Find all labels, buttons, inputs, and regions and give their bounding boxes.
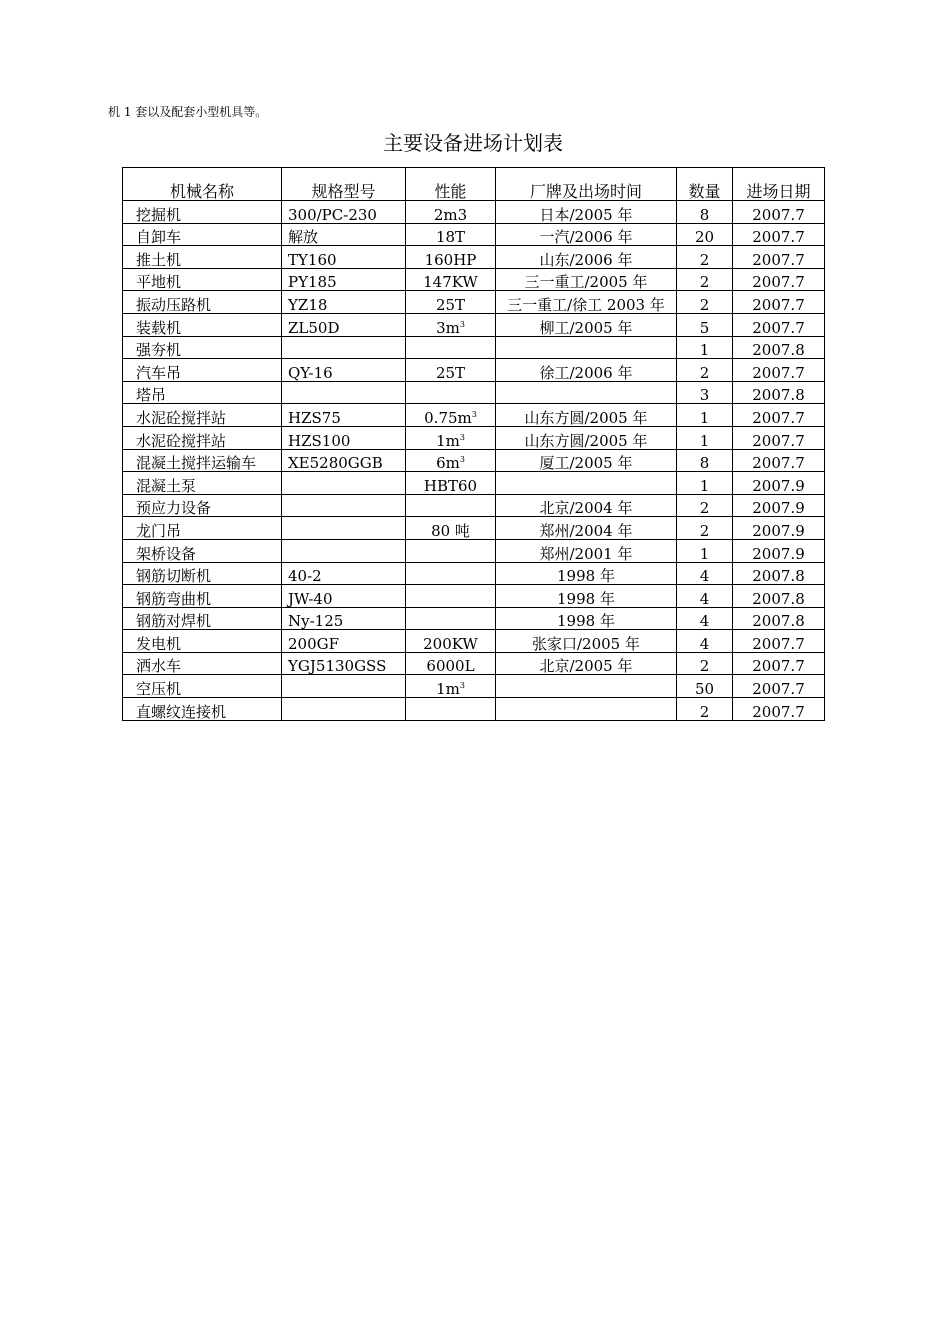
- table-row: [123, 291, 825, 314]
- quantity-cell: [677, 539, 733, 562]
- entry-date-cell-text: 2007.7: [752, 702, 805, 721]
- equipment-name-cell: [123, 426, 282, 449]
- model-cell: [282, 698, 406, 721]
- quantity-cell: [677, 426, 733, 449]
- table-row: [123, 539, 825, 562]
- entry-date-cell-text: 2007.7: [752, 273, 805, 291]
- maker-year-cell-text: 张家口/2005 年: [532, 634, 640, 653]
- quantity-cell: [677, 336, 733, 359]
- maker-year-cell: [496, 539, 677, 562]
- entry-date-cell-text: 2007.7: [752, 454, 805, 472]
- model-cell: [282, 630, 406, 653]
- performance-cell-text: HBT60: [423, 476, 478, 495]
- entry-date-cell-text: 2007.7: [752, 205, 805, 224]
- equipment-name-cell: [123, 494, 282, 517]
- table-row: [123, 449, 825, 472]
- entry-date-cell: [733, 675, 825, 698]
- equipment-name-cell-text: 挖掘机: [136, 205, 182, 224]
- model-cell-text: HZS100: [288, 431, 351, 450]
- column-header: 数量: [677, 168, 733, 201]
- equipment-name-cell: [123, 585, 282, 608]
- entry-date-cell-text: 2007.7: [752, 634, 805, 653]
- maker-year-cell-text: 厦工/2005 年: [539, 454, 633, 472]
- performance-cell: [406, 652, 496, 675]
- equipment-name-cell-text: 架桥设备: [136, 544, 197, 562]
- entry-date-cell-text: 2007.7: [752, 250, 805, 269]
- entry-date-cell: [733, 313, 825, 336]
- quantity-cell: [677, 359, 733, 382]
- maker-year-cell-text: 郑州/2004 年: [539, 521, 633, 540]
- quantity-cell: [677, 517, 733, 540]
- performance-cell-text: 25T: [435, 295, 466, 314]
- entry-date-cell: [733, 223, 825, 246]
- quantity-cell: [677, 472, 733, 495]
- model-cell-text: JW-40: [288, 589, 333, 608]
- quantity-cell-text: 5: [699, 318, 710, 337]
- table-body: [123, 201, 825, 721]
- equipment-name-cell: [123, 201, 282, 224]
- maker-year-cell-text: 1998 年: [557, 612, 615, 630]
- equipment-name-cell: [123, 652, 282, 675]
- performance-cell: [406, 585, 496, 608]
- equipment-name-cell-text: 平地机: [136, 273, 182, 291]
- model-cell: [282, 607, 406, 630]
- unit-superscript: 3: [459, 432, 465, 442]
- quantity-cell-text: 2: [699, 657, 710, 675]
- model-cell-text: TY160: [288, 250, 337, 269]
- unit-superscript: 3: [471, 409, 477, 419]
- quantity-cell: [677, 585, 733, 608]
- model-cell: [282, 404, 406, 427]
- maker-year-cell-text: 三一重工/2005 年: [524, 273, 648, 291]
- table-row: [123, 313, 825, 336]
- performance-cell: [406, 607, 496, 630]
- table-row: [123, 223, 825, 246]
- model-cell: [282, 359, 406, 382]
- maker-year-cell-text: 一汽/2006 年: [539, 228, 633, 246]
- equipment-name-cell: [123, 472, 282, 495]
- maker-year-cell-text: 三一重工/徐工 2003 年: [507, 295, 665, 314]
- equipment-name-cell-text: 直螺纹连接机: [136, 702, 227, 721]
- equipment-name-cell-text: 发电机: [136, 634, 182, 653]
- performance-cell-text: 6000L: [426, 657, 475, 675]
- maker-year-cell: [496, 223, 677, 246]
- equipment-name-cell-text: 推土机: [136, 250, 182, 269]
- column-header: 厂牌及出场时间: [496, 168, 677, 201]
- performance-cell-text: 2m3: [433, 205, 468, 224]
- quantity-cell-text: 2: [699, 295, 710, 314]
- quantity-cell-text: 1: [699, 476, 710, 495]
- entry-date-cell: [733, 426, 825, 449]
- equipment-name-cell-text: 塔吊: [136, 386, 167, 404]
- performance-cell: [406, 359, 496, 382]
- entry-date-cell: [733, 472, 825, 495]
- entry-date-cell-text: 2007.7: [752, 363, 805, 382]
- entry-date-cell: [733, 381, 825, 404]
- equipment-name-cell: [123, 336, 282, 359]
- table-row: [123, 404, 825, 427]
- quantity-cell-text: 2: [699, 250, 710, 269]
- performance-cell-text: 18T: [435, 228, 466, 246]
- intro-text: 机 1 套以及配套小型机具等。: [108, 105, 268, 119]
- performance-cell: [406, 539, 496, 562]
- model-cell-text: HZS75: [288, 408, 341, 427]
- maker-year-cell-text: 徐工/2006 年: [539, 363, 633, 382]
- quantity-cell: [677, 698, 733, 721]
- performance-cell: [406, 675, 496, 698]
- quantity-cell: [677, 246, 733, 269]
- quantity-cell-text: 1: [699, 431, 710, 450]
- performance-cell: [406, 517, 496, 540]
- maker-year-cell: [496, 675, 677, 698]
- performance-cell: [406, 313, 496, 336]
- table-row: [123, 562, 825, 585]
- entry-date-cell: [733, 562, 825, 585]
- equipment-name-cell: [123, 698, 282, 721]
- table-row: [123, 426, 825, 449]
- entry-date-cell-text: 2007.7: [752, 318, 805, 337]
- performance-cell: [406, 449, 496, 472]
- entry-date-cell: [733, 449, 825, 472]
- performance-cell: [406, 381, 496, 404]
- equipment-name-cell: [123, 246, 282, 269]
- entry-date-cell: [733, 652, 825, 675]
- maker-year-cell: [496, 607, 677, 630]
- maker-year-cell-text: 山东方圆/2005 年: [524, 431, 648, 450]
- entry-date-cell: [733, 585, 825, 608]
- performance-cell: [406, 562, 496, 585]
- equipment-name-cell: [123, 404, 282, 427]
- equipment-name-cell: [123, 381, 282, 404]
- equipment-name-cell: [123, 268, 282, 291]
- maker-year-cell: [496, 268, 677, 291]
- maker-year-cell: [496, 449, 677, 472]
- quantity-cell-text: 1: [699, 544, 710, 562]
- quantity-cell: [677, 404, 733, 427]
- equipment-name-cell: [123, 630, 282, 653]
- quantity-cell-text: 1: [699, 341, 710, 359]
- equipment-name-cell: [123, 539, 282, 562]
- performance-cell-text: 80 吨: [431, 521, 470, 540]
- model-cell: [282, 246, 406, 269]
- page-title: 主要设备进场计划表: [383, 131, 563, 155]
- model-cell: [282, 652, 406, 675]
- equipment-name-cell-text: 装载机: [136, 318, 182, 337]
- unit-superscript: 3: [459, 455, 465, 465]
- table-row: [123, 246, 825, 269]
- equipment-name-cell-text: 自卸车: [136, 228, 182, 246]
- quantity-cell-text: 4: [699, 634, 710, 653]
- column-header: 规格型号: [282, 168, 406, 201]
- table-row: [123, 336, 825, 359]
- model-cell: [282, 675, 406, 698]
- model-cell-text: 200GF: [288, 634, 340, 653]
- quantity-cell-text: 8: [699, 454, 710, 472]
- maker-year-cell-text: 北京/2004 年: [539, 499, 633, 517]
- model-cell-text: ZL50D: [288, 318, 340, 337]
- equipment-name-cell-text: 预应力设备: [136, 499, 212, 517]
- performance-cell-text: 200KW: [423, 634, 478, 653]
- entry-date-cell-text: 2007.9: [752, 499, 805, 517]
- model-cell-text: 300/PC-230: [288, 205, 377, 224]
- equipment-name-cell: [123, 223, 282, 246]
- equipment-name-cell-text: 振动压路机: [136, 295, 212, 314]
- model-cell: [282, 381, 406, 404]
- model-cell-text: QY-16: [288, 363, 333, 382]
- quantity-cell-text: 20: [694, 228, 715, 246]
- unit-superscript: 3: [459, 319, 465, 329]
- entry-date-cell: [733, 336, 825, 359]
- equipment-name-cell: [123, 359, 282, 382]
- table-row: [123, 630, 825, 653]
- maker-year-cell: [496, 426, 677, 449]
- performance-cell-text: 25T: [435, 363, 466, 382]
- quantity-cell: [677, 291, 733, 314]
- maker-year-cell-text: 郑州/2001 年: [539, 544, 633, 562]
- unit-superscript: 3: [459, 681, 465, 691]
- performance-cell: [406, 246, 496, 269]
- equipment-name-cell-text: 混凝土搅拌运输车: [136, 454, 257, 472]
- performance-cell-text: 6m: [436, 454, 460, 472]
- equipment-name-cell-text: 洒水车: [136, 657, 182, 675]
- entry-date-cell-text: 2007.9: [752, 521, 805, 540]
- model-cell: [282, 336, 406, 359]
- model-cell-text: 40-2: [288, 567, 322, 585]
- performance-cell: [406, 698, 496, 721]
- model-cell: [282, 585, 406, 608]
- table-row: [123, 201, 825, 224]
- performance-cell: [406, 630, 496, 653]
- quantity-cell-text: 3: [699, 386, 710, 404]
- performance-cell: [406, 426, 496, 449]
- model-cell: [282, 539, 406, 562]
- entry-date-cell-text: 2007.7: [752, 431, 805, 450]
- equipment-name-cell: [123, 449, 282, 472]
- model-cell: [282, 426, 406, 449]
- quantity-cell: [677, 223, 733, 246]
- entry-date-cell: [733, 607, 825, 630]
- model-cell: [282, 449, 406, 472]
- quantity-cell-text: 2: [699, 702, 710, 721]
- entry-date-cell: [733, 201, 825, 224]
- maker-year-cell: [496, 494, 677, 517]
- quantity-cell-text: 4: [699, 589, 710, 608]
- quantity-cell: [677, 381, 733, 404]
- entry-date-cell-text: 2007.7: [752, 408, 805, 427]
- quantity-cell: [677, 201, 733, 224]
- entry-date-cell: [733, 404, 825, 427]
- performance-cell-text: 1m: [436, 431, 460, 450]
- entry-date-cell: [733, 268, 825, 291]
- quantity-cell-text: 4: [699, 567, 710, 585]
- entry-date-cell-text: 2007.7: [752, 295, 805, 314]
- table-row: [123, 472, 825, 495]
- maker-year-cell: [496, 313, 677, 336]
- quantity-cell-text: 4: [699, 612, 710, 630]
- entry-date-cell: [733, 698, 825, 721]
- model-cell-text: Ny-125: [288, 612, 344, 630]
- equipment-name-cell-text: 龙门吊: [136, 521, 182, 540]
- performance-cell: [406, 291, 496, 314]
- model-cell: [282, 517, 406, 540]
- equipment-name-cell-text: 强夯机: [136, 341, 182, 359]
- quantity-cell-text: 2: [699, 273, 710, 291]
- quantity-cell: [677, 607, 733, 630]
- maker-year-cell: [496, 698, 677, 721]
- equipment-name-cell: [123, 517, 282, 540]
- performance-cell: [406, 404, 496, 427]
- equipment-name-cell: [123, 675, 282, 698]
- performance-cell-text: 1m: [436, 680, 460, 698]
- entry-date-cell: [733, 359, 825, 382]
- equipment-table: [122, 167, 825, 721]
- table-row: [123, 607, 825, 630]
- maker-year-cell-text: 日本/2005 年: [539, 205, 633, 224]
- entry-date-cell-text: 2007.8: [752, 589, 805, 608]
- entry-date-cell: [733, 517, 825, 540]
- performance-cell: [406, 494, 496, 517]
- entry-date-cell: [733, 291, 825, 314]
- quantity-cell: [677, 630, 733, 653]
- maker-year-cell-text: 山东方圆/2005 年: [524, 408, 648, 427]
- maker-year-cell-text: 1998 年: [557, 589, 615, 608]
- entry-date-cell-text: 2007.8: [752, 567, 805, 585]
- maker-year-cell-text: 北京/2005 年: [539, 657, 633, 675]
- table-row: [123, 268, 825, 291]
- performance-cell-text: 0.75m: [424, 408, 472, 427]
- quantity-cell: [677, 675, 733, 698]
- maker-year-cell: [496, 404, 677, 427]
- equipment-name-cell: [123, 607, 282, 630]
- quantity-cell-text: 2: [699, 499, 710, 517]
- model-cell: [282, 562, 406, 585]
- performance-cell-text: 160HP: [424, 250, 477, 269]
- maker-year-cell-text: 山东/2006 年: [539, 250, 633, 269]
- entry-date-cell-text: 2007.7: [752, 680, 805, 698]
- model-cell: [282, 268, 406, 291]
- maker-year-cell: [496, 201, 677, 224]
- table-row: [123, 698, 825, 721]
- entry-date-cell-text: 2007.9: [752, 544, 805, 562]
- model-cell: [282, 313, 406, 336]
- performance-cell: [406, 223, 496, 246]
- maker-year-cell: [496, 652, 677, 675]
- maker-year-cell: [496, 630, 677, 653]
- equipment-name-cell-text: 钢筋切断机: [136, 567, 212, 585]
- entry-date-cell-text: 2007.9: [752, 476, 805, 495]
- table-row: [123, 652, 825, 675]
- quantity-cell-text: 8: [699, 205, 710, 224]
- equipment-name-cell-text: 空压机: [136, 680, 182, 698]
- maker-year-cell: [496, 562, 677, 585]
- model-cell: [282, 291, 406, 314]
- quantity-cell-text: 2: [699, 363, 710, 382]
- entry-date-cell-text: 2007.7: [752, 228, 805, 246]
- performance-cell-text: 3m: [436, 318, 460, 337]
- maker-year-cell: [496, 359, 677, 382]
- quantity-cell: [677, 562, 733, 585]
- maker-year-cell: [496, 381, 677, 404]
- equipment-name-cell: [123, 562, 282, 585]
- equipment-name-cell-text: 混凝土泵: [136, 476, 197, 495]
- performance-cell: [406, 336, 496, 359]
- maker-year-cell: [496, 472, 677, 495]
- quantity-cell: [677, 449, 733, 472]
- column-header: 进场日期: [733, 168, 825, 201]
- table-row: [123, 494, 825, 517]
- equipment-name-cell-text: 水泥砼搅拌站: [136, 431, 227, 450]
- performance-cell: [406, 201, 496, 224]
- maker-year-cell: [496, 585, 677, 608]
- entry-date-cell-text: 2007.8: [752, 612, 805, 630]
- performance-cell: [406, 472, 496, 495]
- equipment-name-cell-text: 钢筋对焊机: [136, 612, 212, 630]
- table-row: [123, 517, 825, 540]
- equipment-name-cell-text: 汽车吊: [136, 363, 182, 382]
- performance-cell: [406, 268, 496, 291]
- equipment-name-cell-text: 水泥砼搅拌站: [136, 408, 227, 427]
- equipment-name-cell: [123, 313, 282, 336]
- model-cell-text: YGJ5130GSS: [288, 657, 387, 675]
- entry-date-cell: [733, 246, 825, 269]
- model-cell: [282, 472, 406, 495]
- entry-date-cell: [733, 630, 825, 653]
- quantity-cell: [677, 494, 733, 517]
- entry-date-cell: [733, 494, 825, 517]
- maker-year-cell: [496, 246, 677, 269]
- quantity-cell: [677, 268, 733, 291]
- table-row: [123, 359, 825, 382]
- entry-date-cell: [733, 539, 825, 562]
- model-cell: [282, 223, 406, 246]
- model-cell-text: XE5280GGB: [288, 454, 383, 472]
- equipment-name-cell: [123, 291, 282, 314]
- model-cell: [282, 201, 406, 224]
- model-cell: [282, 494, 406, 517]
- performance-cell-text: 147KW: [423, 273, 478, 291]
- maker-year-cell-text: 柳工/2005 年: [539, 318, 633, 337]
- entry-date-cell-text: 2007.8: [752, 341, 805, 359]
- table-row: [123, 675, 825, 698]
- maker-year-cell-text: 1998 年: [557, 567, 615, 585]
- model-cell-text: YZ18: [288, 295, 328, 314]
- equipment-name-cell-text: 钢筋弯曲机: [136, 589, 212, 608]
- column-header: 机械名称: [123, 168, 282, 201]
- quantity-cell-text: 2: [699, 521, 710, 540]
- table-row: [123, 585, 825, 608]
- entry-date-cell-text: 2007.7: [752, 657, 805, 675]
- table-header-row: [123, 168, 825, 201]
- column-header: 性能: [406, 168, 496, 201]
- quantity-cell-text: 1: [699, 408, 710, 427]
- maker-year-cell: [496, 517, 677, 540]
- maker-year-cell: [496, 291, 677, 314]
- entry-date-cell-text: 2007.8: [752, 386, 805, 404]
- quantity-cell: [677, 652, 733, 675]
- model-cell-text: 解放: [288, 228, 319, 246]
- maker-year-cell: [496, 336, 677, 359]
- model-cell-text: PY185: [288, 273, 337, 291]
- table-row: [123, 381, 825, 404]
- quantity-cell-text: 50: [694, 680, 715, 698]
- quantity-cell: [677, 313, 733, 336]
